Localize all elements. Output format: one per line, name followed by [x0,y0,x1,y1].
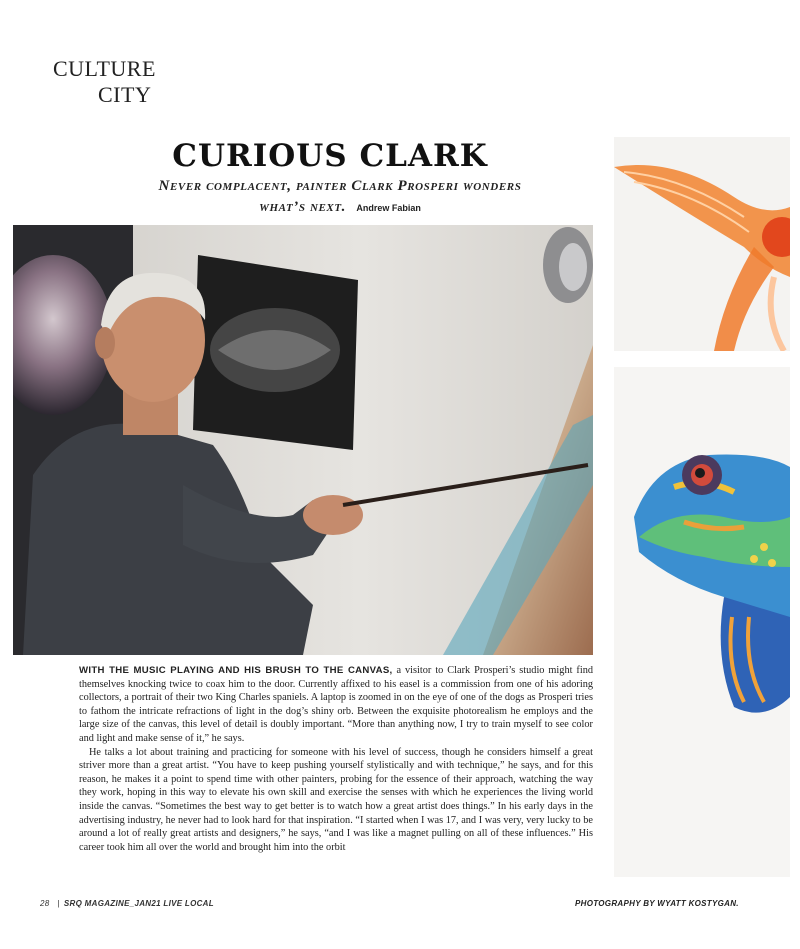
section-label-line-1: CULTURE [53,56,156,81]
deck-text: Never complacent, painter Clark Prosperi wonders what’s next. [158,178,522,215]
paragraph-1 [79,664,593,746]
lead-in: WITH THE MUSIC PLAYING AND HIS BRUSH TO THE CANVAS, [79,665,393,676]
main-photo-painter [13,225,593,655]
article-headline: CURIOUS CLARK [172,138,488,174]
article-body [79,664,593,854]
page-number: 28 [40,899,50,908]
side-photo-goldfish [614,137,790,351]
paragraph-2: He talks a lot about training and practicing for someone with his level of success, though he considers himself a great striver more than a great artist. “You have to keep pushing yourself stylistically and with technique,” he says, and for this reason, he makes it a point to spend time with other painters, probing for the essence of their approach, watching the way they work, hoping in this way to elevate his own skill and exercise the senses with which he experiences the living world inside the canvas. “Sometimes the best way to get better is to watch how a great artist does things.” In his early days in the advertising industry, he never had to look hard for that inspiration. “I started when I was 17, and I was very, very lucky to be around a lot of really great artists and designers,” he says, “and I was like a magnet pulling on all of these influences.” His career took him all over the world and brought him into the orbit [79,746,593,853]
publication-name: SRQ MAGAZINE_JAN21 LIVE LOCAL [63,899,214,908]
paragraph-1-text: a visitor to Clark Prosperi’s studio might find themselves knocking twice to coax him to the door. Currently affixed to his easel is a commission from one of his adoring collectors, a portrait of their two King Charles spaniels. A laptop is zoomed in on the eye of one of the dogs as Prosperi tries to fathom the intricate refractions of light in the dog’s shiny orb. Between the exquisite photorealism he employs and the large size of the canvas, this level of detail is doubly important. “More than anything now, I try to train myself to see color and light and make sense of it,” he says. [79,665,594,744]
photo-credit: PHOTOGRAPHY BY WYATT KOSTYGAN. [575,899,739,908]
article-deck [150,176,530,219]
footer-separator: | [57,899,60,908]
page-footer-left [40,899,214,908]
section-label [53,56,156,108]
byline: Andrew Fabian [356,203,421,213]
section-label-line-2: CITY [98,82,152,107]
side-photo-mandarin-fish [614,367,790,877]
